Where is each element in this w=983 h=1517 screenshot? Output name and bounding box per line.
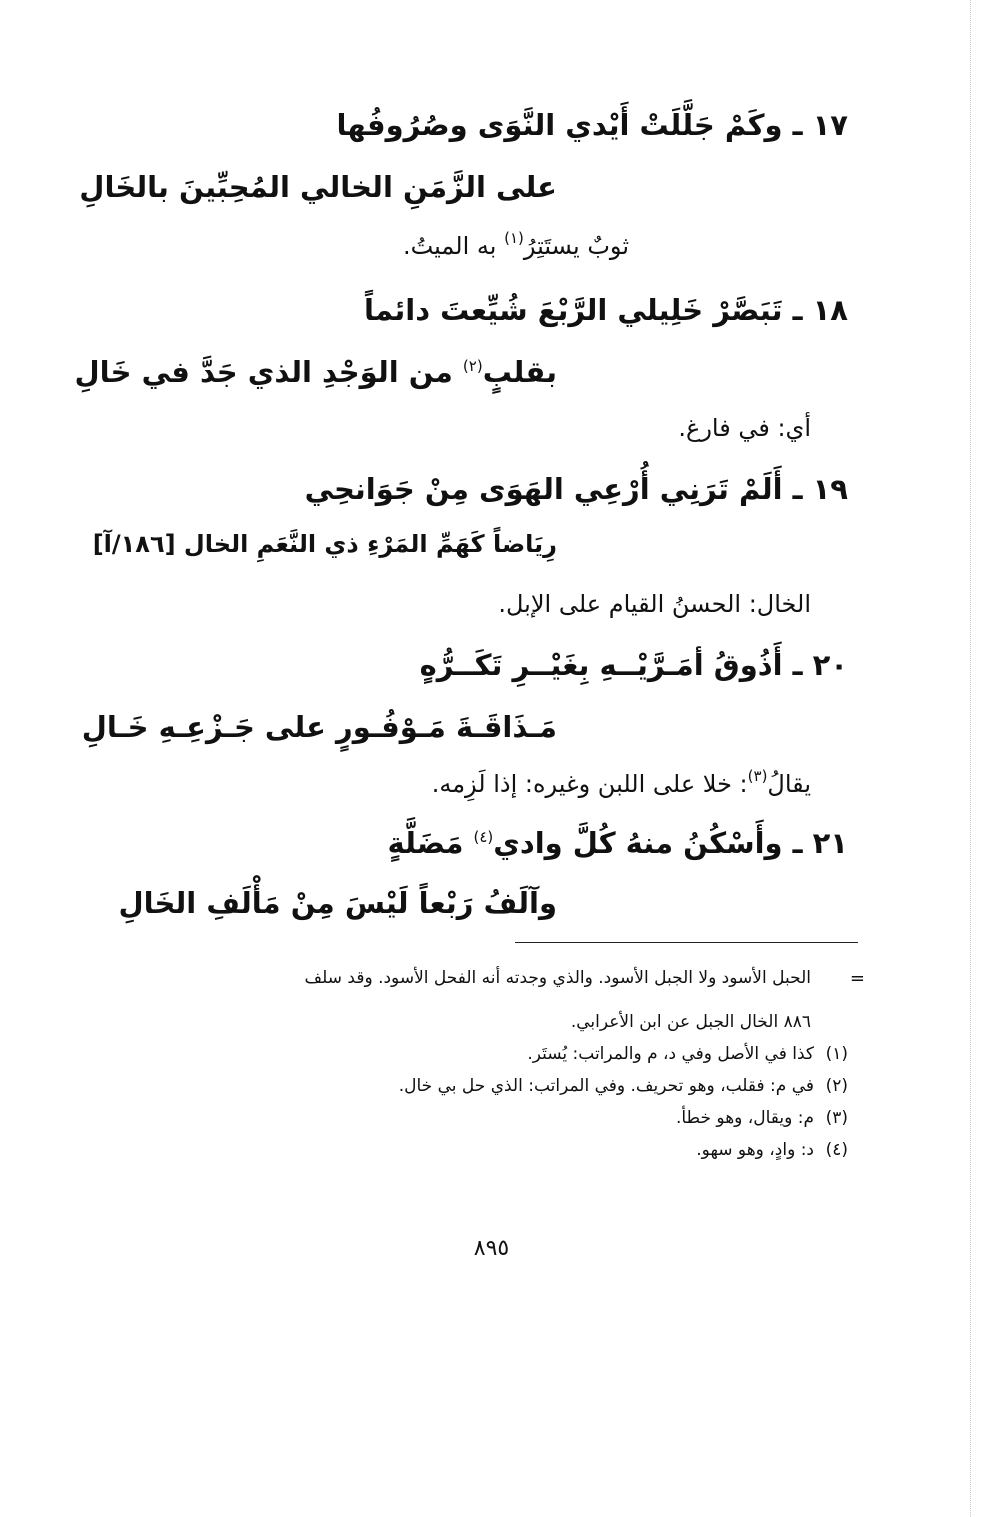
verse-text: تَبَصَّرْ خَلِيلي الرَّبْعَ شُيِّعتَ دائماً [364,293,783,327]
verse-text: على الزَّمَنِ الخالي المُحِبِّينَ بالخَالِ [79,170,557,204]
verse-19-gloss [498,590,811,618]
gloss-text: يقالُ [767,770,811,798]
verse-text: أَذُوقُ أمَـرَّيْــهِ بِغَيْــرِ تَكَــرُّهٍ [419,648,783,682]
verse-17-first-hemistich [337,108,848,142]
verse-text: بقلبٍ [482,355,557,389]
verse-19-second-hemistich [93,530,557,558]
verse-18-gloss [678,414,811,442]
verse-text: أَلَمْ تَرَنِي أُرْعِي الهَوَى مِنْ جَوَانحِي [304,472,783,506]
footnote-ref: (١) [504,229,524,247]
footnote-text: م: ويقال، وهو خطأ. [675,1108,814,1128]
verse-text: وأَسْكُنُ منهُ كُلَّ وادي [493,826,783,860]
footnote-3 [676,1108,848,1128]
gloss-text: ثوبٌ يستَتِرُ [523,232,629,260]
verse-20-gloss [431,767,811,798]
verse-17-second-hemistich [79,170,557,204]
footnote-text: د: وادٍ، وهو سهو. [696,1140,814,1160]
verse-number: ٢٠ ـ [792,648,848,682]
verse-18-second-hemistich [75,355,557,389]
footnote-number: (١) [825,1044,848,1064]
verse-number: ١٩ ـ [792,472,848,506]
footnote-continuation-line [571,1012,811,1032]
verse-18-first-hemistich [364,293,848,327]
page-edge [970,0,971,1517]
footnote-text: في م: فقلب، وهو تحريف. وفي المراتب: الذي حل بي خال. [398,1076,814,1096]
footnote-number: (٤) [825,1140,848,1160]
footnote-text: كذا في الأصل وفي د، م والمراتب: يُستَر. [527,1044,814,1064]
verse-17-gloss [402,229,629,260]
footnote-ref: (٤) [473,828,494,846]
footnote-number: (٣) [825,1108,848,1128]
verse-number: ١٨ ـ [792,293,848,327]
verse-text: وآلَفُ رَبْعاً لَيْسَ مِنْ مَأْلَفِ الخَالِ [118,886,557,920]
footnote-ref: (٣) [747,767,768,785]
gloss-text: الخال: الحسنُ القيام على الإبل. [498,590,811,618]
gloss-text: : خلا على اللبن وغيره: إذا لَزِمه. [431,770,748,798]
gloss-text: به الميتُ. [402,232,505,260]
verse-text: مَضَلَّةٍ [387,826,474,860]
footnote-text: الحبل الأسود ولا الجبل الأسود. والذي وجدته أنه الفحل الأسود. وقد سلف [304,968,811,988]
footnote-2 [399,1076,848,1096]
verse-text: مَـذَاقَـةَ مَـوْفُـورٍ على جَـزْعِـهِ خَـالِ [81,710,557,744]
verse-21-second-hemistich [118,886,557,920]
continuation-marker: = [849,968,865,989]
footnote-continuation-line [305,968,811,988]
verse-text: من الوَجْدِ الذي جَدَّ في خَالِ [74,355,463,389]
footnote-ref: (٢) [462,357,483,375]
verse-21-first-hemistich [387,826,848,860]
footnote-text: ٨٨٦ الخال الجبل عن ابن الأعرابي. [570,1012,811,1032]
verse-number: ٢١ ـ [792,826,848,860]
verse-number: ١٧ ـ [792,108,848,142]
verse-20-second-hemistich [82,710,557,744]
verse-19-first-hemistich [305,472,848,506]
footnote-1 [527,1044,848,1064]
verse-20-first-hemistich [420,648,848,682]
verse-text: رِيَاضاً كَهَمِّ المَرْءِ ذي النَّعَمِ الخال [١٨٦/آ] [92,530,557,558]
page-number: ٨٩٥ [473,1236,510,1261]
gloss-text: أي: في فارغ. [678,414,811,442]
footnote-number: (٢) [825,1076,848,1096]
verse-text: وكَمْ جَلَّلَتْ أَيْدي النَّوَى وصُرُوفُها [336,108,783,142]
footnote-separator [515,942,858,943]
footnote-4 [696,1140,848,1160]
